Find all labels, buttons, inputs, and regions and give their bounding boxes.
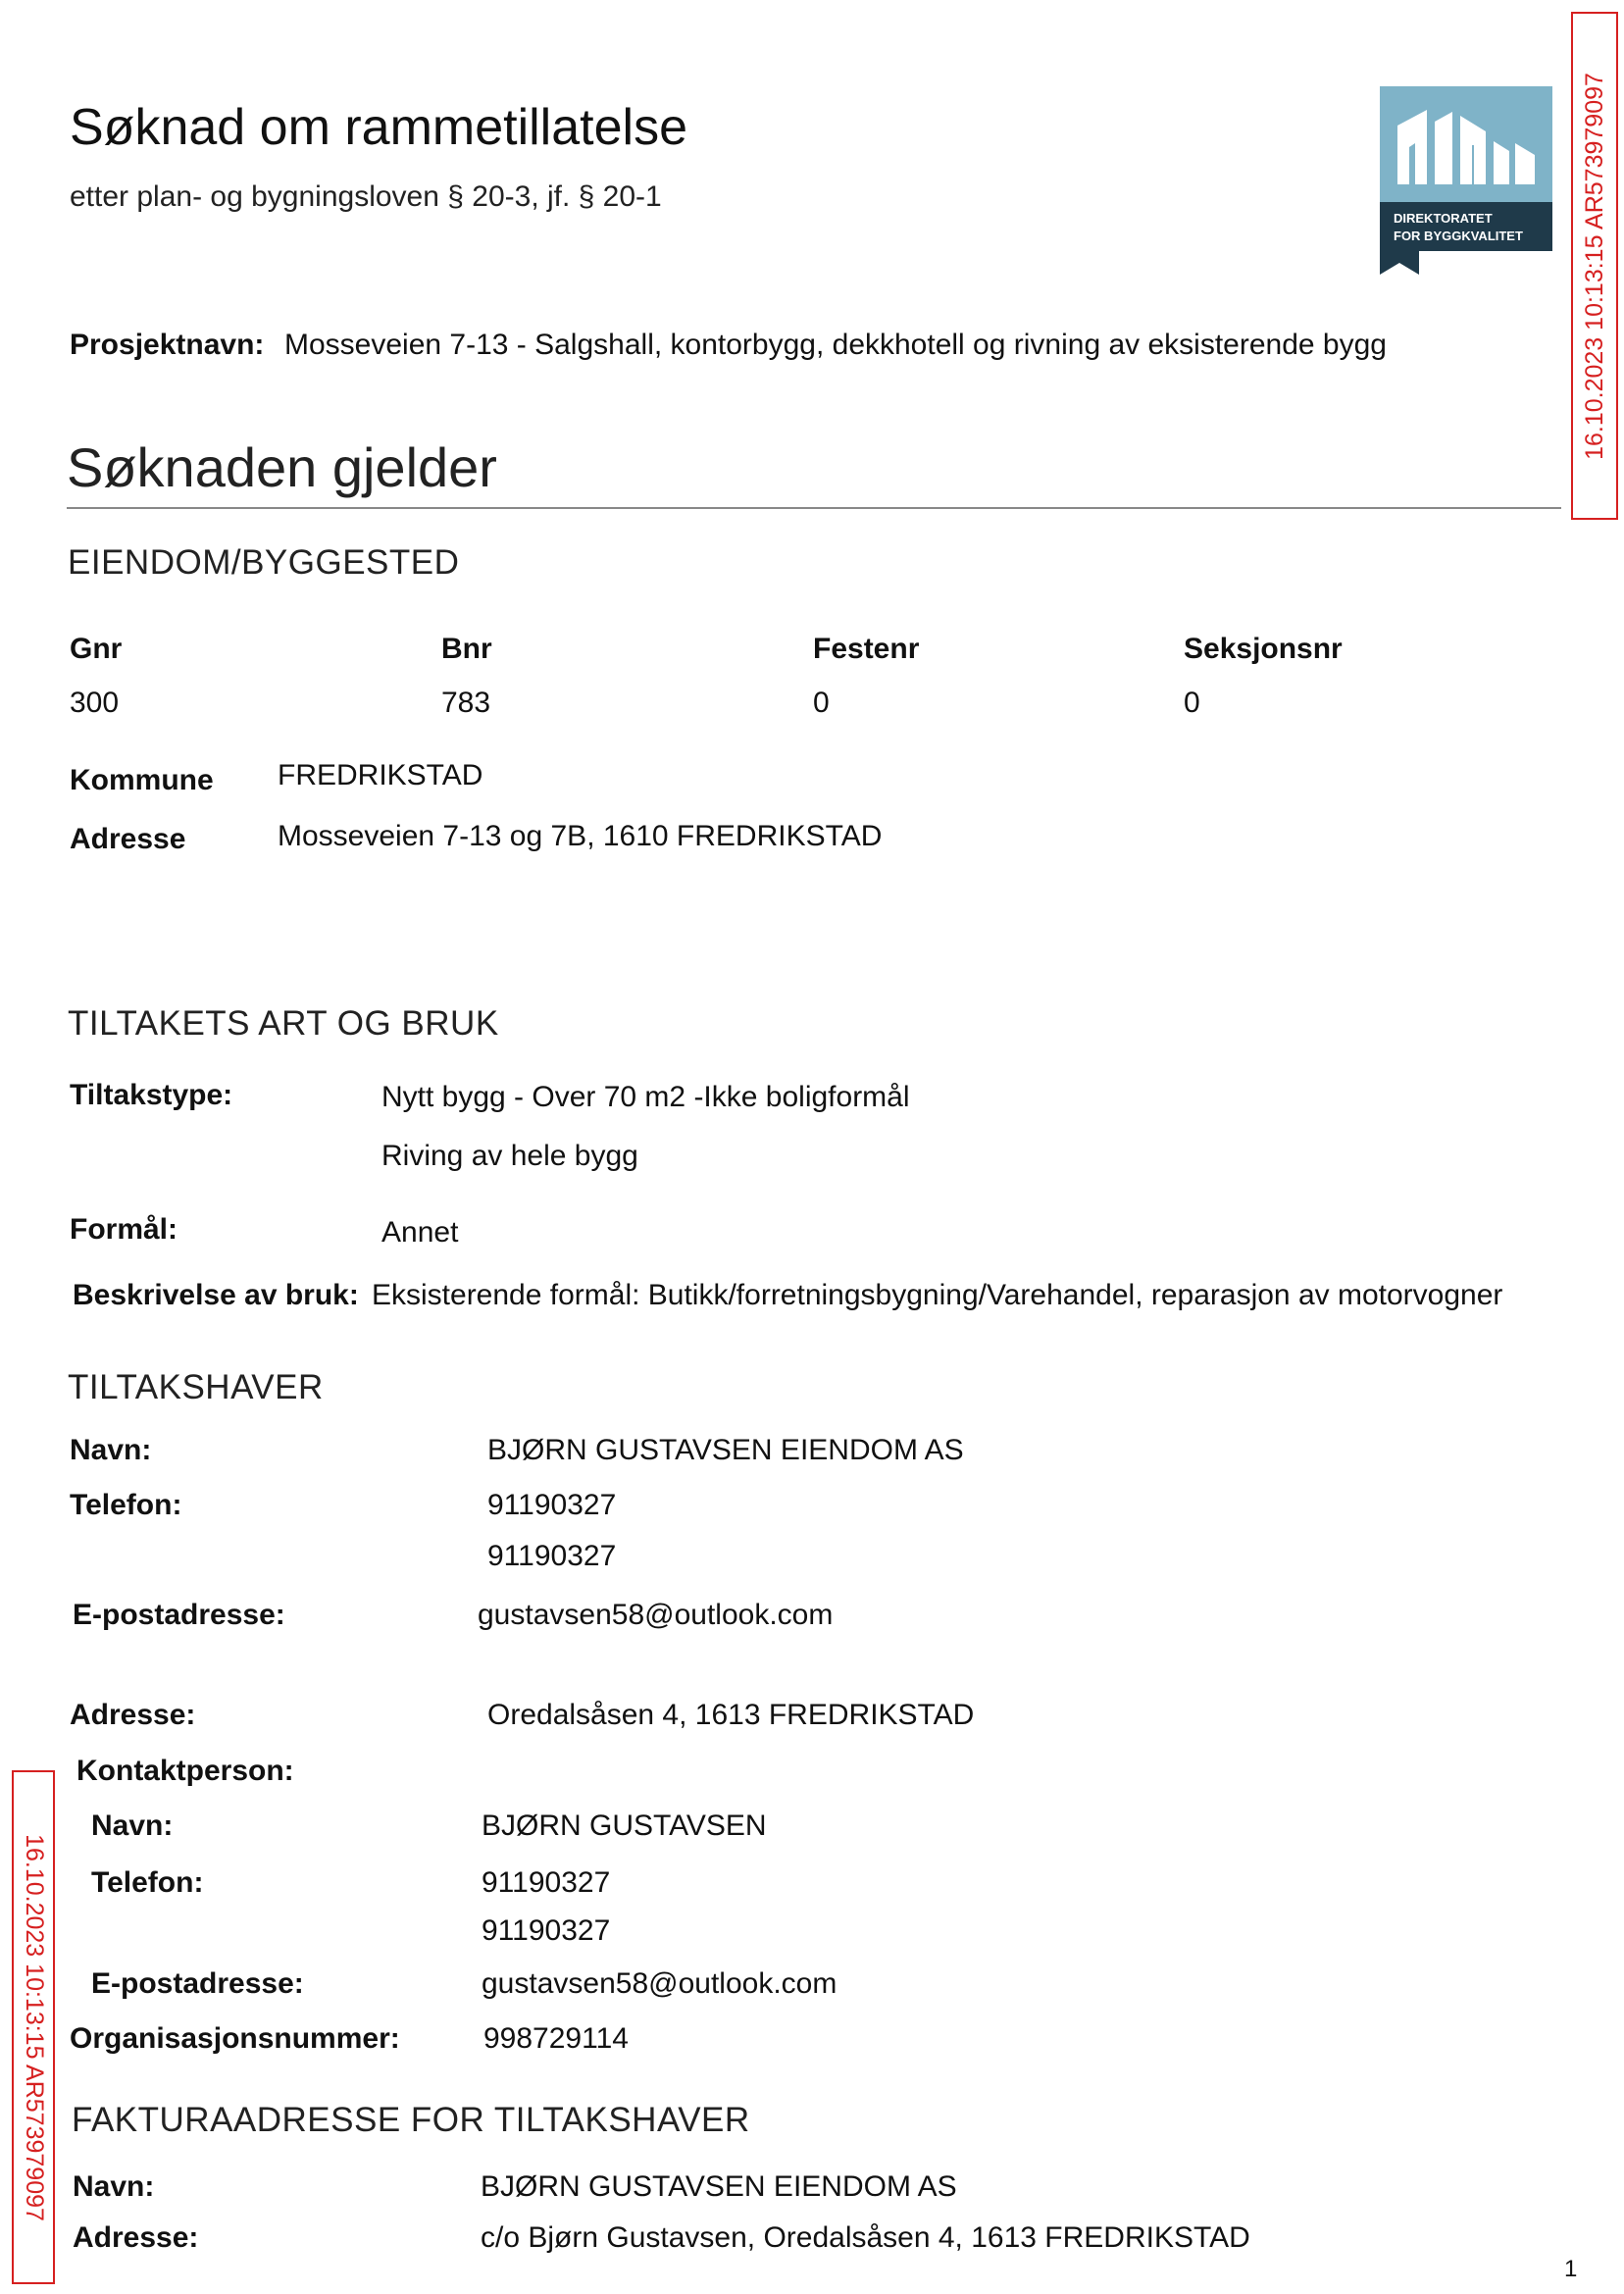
adresse-label: Adresse [70,823,186,855]
owner-phone-value-1: 91190327 [487,1489,617,1521]
contact-label: Kontaktperson: [76,1755,294,1787]
contact-email-value: gustavsen58@outlook.com [482,1967,837,2000]
bnr-label: Bnr [441,633,492,665]
contact-phone-label: Telefon: [91,1866,204,1899]
gnr-value: 300 [70,687,120,719]
invoice-name-label: Navn: [73,2170,155,2203]
owner-email-label: E-postadresse: [73,1599,285,1631]
festenr-label: Festenr [813,633,920,665]
timestamp-stamp-bottom [12,1770,55,2284]
tiltakstype-label: Tiltakstype: [70,1079,233,1111]
tiltakstype-value-1: Nytt bygg - Over 70 m2 -Ikke boligformål [381,1081,910,1113]
contact-email-label: E-postadresse: [91,1967,304,2000]
seksjonsnr-value: 0 [1184,687,1200,719]
festenr-value: 0 [813,687,830,719]
timestamp-stamp-top [1571,12,1618,520]
invoice-name-value: BJØRN GUSTAVSEN EIENDOM AS [481,2170,957,2203]
document-title: Søknad om rammetillatelse [70,99,687,156]
stamp-text: 16.10.2023 10:13:15 AR573979097 [1580,72,1608,460]
document-subtitle: etter plan- og bygningsloven § 20-3, jf. § 20-1 [70,180,662,213]
seksjonsnr-label: Seksjonsnr [1184,633,1343,665]
bnr-value: 783 [441,687,491,719]
kommune-label: Kommune [70,764,214,796]
formaal-label: Formål: [70,1213,178,1246]
org-number-value: 998729114 [483,2022,629,2055]
invoice-address-label: Adresse: [73,2221,199,2254]
contact-phone-value-2: 91190327 [482,1914,611,1947]
logo-text-line2: FOR BYGGKVALITET [1394,229,1523,243]
logo-text-line1: DIREKTORATET [1394,211,1493,226]
owner-phone-value-2: 91190327 [487,1540,617,1572]
project-value: Mosseveien 7-13 - Salgshall, kontorbygg, dekkhotell og rivning av eksisterende bygg [284,329,1387,361]
contact-name-label: Navn: [91,1810,174,1842]
owner-name-value: BJØRN GUSTAVSEN EIENDOM AS [487,1434,964,1466]
page-number: 1 [1564,2256,1578,2282]
tiltakstype-value-2: Riving av hele bygg [381,1140,638,1172]
adresse-value: Mosseveien 7-13 og 7B, 1610 FREDRIKSTAD [278,820,883,852]
owner-address-value: Oredalsåsen 4, 1613 FREDRIKSTAD [487,1699,975,1731]
owner-name-label: Navn: [70,1434,152,1466]
property-heading: EIENDOM/BYGGESTED [68,543,460,582]
measure-heading: TILTAKETS ART OG BRUK [68,1004,499,1043]
contact-phone-value-1: 91190327 [482,1866,611,1899]
owner-heading: TILTAKSHAVER [68,1368,324,1406]
kommune-value: FREDRIKSTAD [278,759,483,791]
owner-phone-label: Telefon: [70,1489,182,1521]
contact-name-value: BJØRN GUSTAVSEN [482,1810,767,1842]
dibk-logo [1380,86,1552,275]
owner-address-label: Adresse: [70,1699,196,1731]
bruk-value: Eksisterende formål: Butikk/forretningsbygning/Varehandel, reparasjon av motorvogner [372,1279,1503,1311]
stamp-text: 16.10.2023 10:13:15 AR573979097 [20,1833,48,2221]
org-number-label: Organisasjonsnummer: [70,2022,400,2055]
gnr-label: Gnr [70,633,123,665]
section-divider [67,507,1561,509]
section-title: Søknaden gjelder [67,436,497,498]
owner-email-value: gustavsen58@outlook.com [478,1599,834,1631]
formaal-value: Annet [381,1216,459,1249]
invoice-heading: FAKTURAADRESSE FOR TILTAKSHAVER [72,2101,750,2139]
invoice-address-value: c/o Bjørn Gustavsen, Oredalsåsen 4, 1613 FREDRIKSTAD [481,2221,1250,2254]
bruk-label: Beskrivelse av bruk: [73,1279,359,1311]
project-label: Prosjektnavn: [70,329,265,361]
